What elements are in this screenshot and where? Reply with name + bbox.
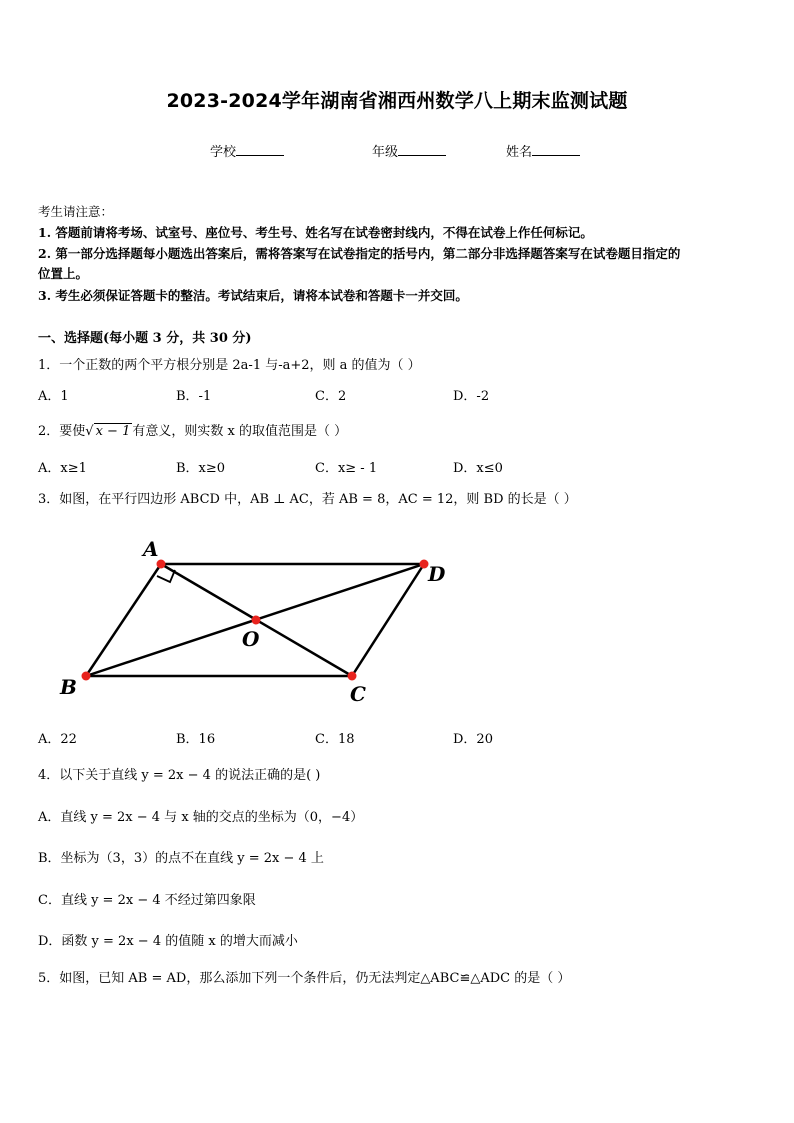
school-field[interactable] bbox=[210, 141, 284, 160]
notice-heading: 考生请注意： bbox=[38, 204, 114, 219]
question-2-stem bbox=[38, 420, 347, 439]
name-label: 姓名 bbox=[506, 145, 533, 160]
q1-option-a[interactable]: A．1 bbox=[38, 389, 69, 404]
label-d: D bbox=[428, 562, 446, 586]
grade-label: 年级 bbox=[372, 145, 399, 160]
q3-option-c[interactable]: C．18 bbox=[315, 732, 355, 747]
q4-option-c[interactable]: C．直线 y = 2x − 4 不经过第四象限 bbox=[38, 893, 256, 908]
q2-option-b[interactable]: B．x≥0 bbox=[176, 461, 226, 476]
question-5-stem: 5．如图，已知 AB = AD，那么添加下列一个条件后，仍无法判定△ABC≌△ADC 的是（ ） bbox=[38, 971, 571, 986]
q3-option-d[interactable]: D．20 bbox=[453, 732, 493, 747]
q4-option-b[interactable]: B．坐标为（3，3）的点不在直线 y = 2x − 4 上 bbox=[38, 851, 324, 866]
grade-blank[interactable] bbox=[398, 143, 446, 156]
q2-option-d[interactable]: D．x≤0 bbox=[453, 461, 503, 476]
page-title: 2023-2024学年湖南省湘西州数学八上期末监测试题 bbox=[166, 90, 628, 112]
name-blank[interactable] bbox=[532, 143, 580, 156]
side-ba bbox=[86, 564, 161, 676]
label-o: O bbox=[242, 627, 260, 651]
label-c: C bbox=[350, 682, 366, 706]
name-field[interactable] bbox=[506, 141, 580, 160]
q2-option-a[interactable]: A．x≥1 bbox=[38, 461, 87, 476]
label-a: A bbox=[143, 537, 159, 561]
parallelogram-figure bbox=[0, 530, 794, 710]
q3-option-a[interactable]: A．22 bbox=[38, 732, 77, 747]
question-4-stem: 4．以下关于直线 y = 2x − 4 的说法正确的是( ) bbox=[38, 768, 321, 783]
q2-option-c[interactable]: C．x≥ - 1 bbox=[315, 461, 378, 476]
q1-option-d[interactable]: D．-2 bbox=[453, 389, 490, 404]
figure-points bbox=[82, 560, 429, 681]
q4-option-d[interactable]: D．函数 y = 2x − 4 的值随 x 的增大而减小 bbox=[38, 934, 298, 949]
notice-item-3: 3. 考生必须保证答题卡的整洁。考试结束后，请将本试卷和答题卡一并交回。 bbox=[38, 288, 468, 303]
sqrt-expression: √ x − 1 bbox=[85, 424, 131, 439]
q3-option-b[interactable]: B．16 bbox=[176, 732, 216, 747]
q1-option-b[interactable]: B．-1 bbox=[176, 389, 212, 404]
notice-item-1: 1. 答题前请将考场、试室号、座位号、考生号、姓名写在试卷密封线内，不得在试卷上作任何标记。 bbox=[38, 225, 593, 240]
q2-radicand: x − 1 bbox=[95, 424, 131, 439]
point-b bbox=[82, 672, 91, 681]
question-1-stem: 1．一个正数的两个平方根分别是 2a-1 与-a+2，则 a 的值为（ ） bbox=[38, 358, 421, 373]
grade-field[interactable] bbox=[372, 141, 446, 160]
school-label: 学校 bbox=[210, 145, 237, 160]
school-blank[interactable] bbox=[236, 143, 284, 156]
section-heading: 一、选择题(每小题 3 分，共 30 分) bbox=[38, 331, 252, 346]
q1-option-c[interactable]: C．2 bbox=[315, 389, 347, 404]
point-c bbox=[348, 672, 357, 681]
notice-item-2b: 位置上。 bbox=[38, 266, 89, 281]
side-dc bbox=[352, 564, 424, 676]
question-3-stem: 3．如图，在平行四边形 ABCD 中，AB ⊥ AC，若 AB = 8，AC = 12，则 BD 的长是（ ） bbox=[38, 492, 577, 507]
q2-stem-post: 有意义，则实数 x 的取值范围是（ ） bbox=[132, 424, 348, 439]
point-o bbox=[252, 616, 261, 625]
q4-option-a[interactable]: A．直线 y = 2x − 4 与 x 轴的交点的坐标为（0，−4） bbox=[38, 810, 364, 825]
label-b: B bbox=[60, 675, 77, 699]
q2-stem-pre: 2．要使 bbox=[38, 424, 86, 439]
notice-item-2a: 2. 第一部分选择题每小题选出答案后，需将答案写在试卷指定的括号内，第二部分非选择题答案写在试卷题目指定的 bbox=[38, 246, 681, 261]
